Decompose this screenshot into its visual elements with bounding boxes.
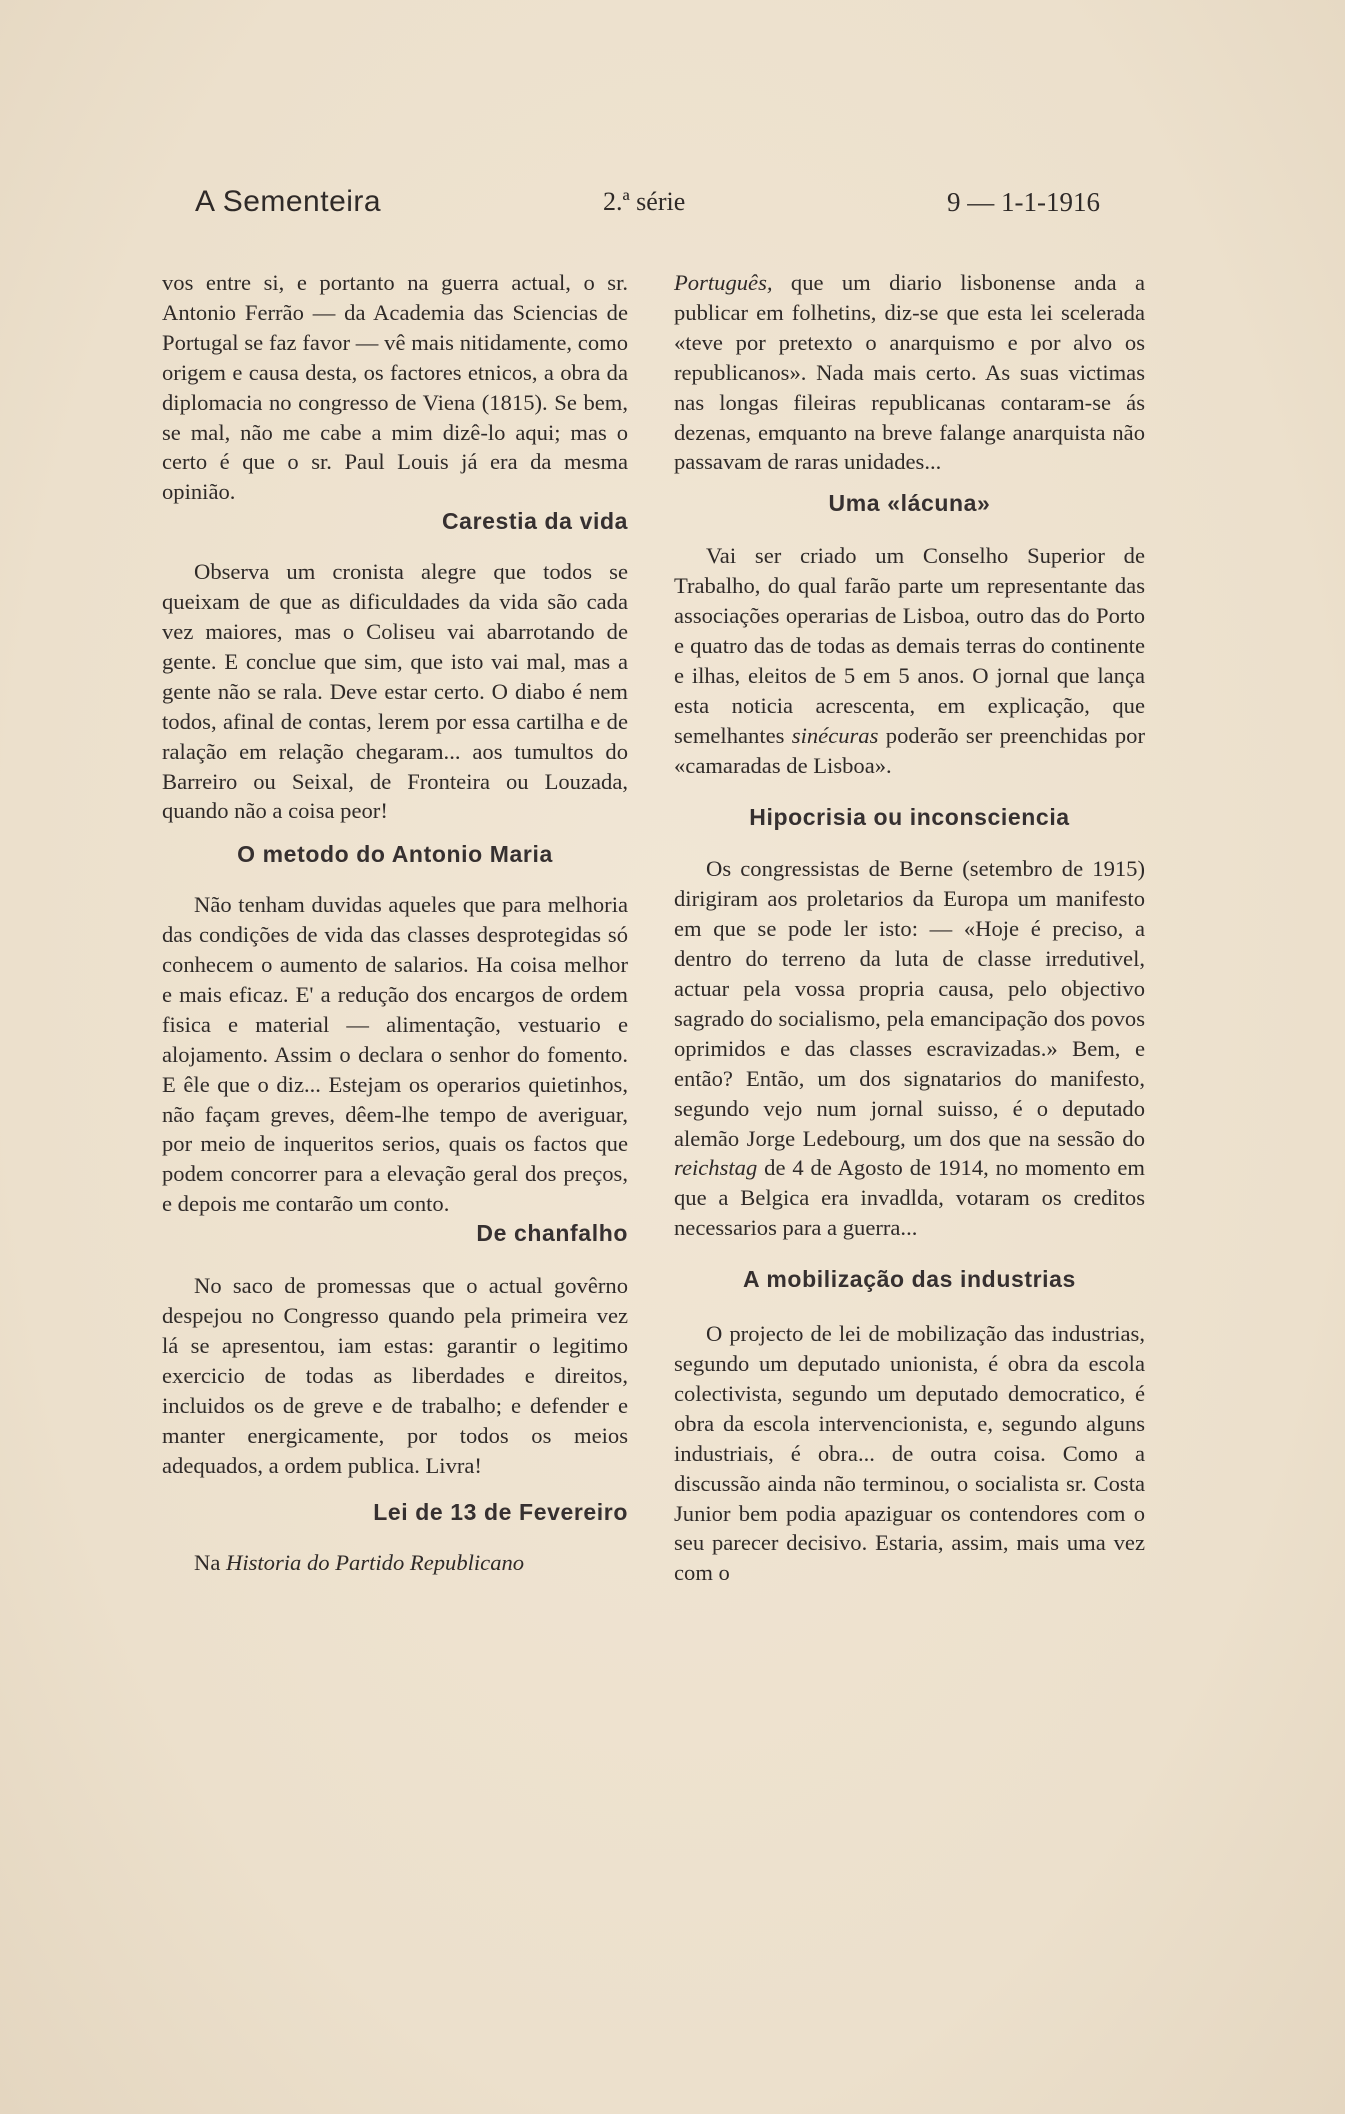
paragraph-continuation [674,268,1145,477]
paragraph-continuation-text: que um diario lisbonense anda a publicar em folhetins, diz-se que esta lei scelerada «teve por pretexto o anarquismo e por alvo os republicanos». Nada mais certo. As suas victimas nas longas fileiras republicanas contaram-se ás dezenas, emquanto na breve falange anarquista não passavam de raras unidades... [674,270,1145,475]
paragraph-lei [162,1548,628,1578]
paragraph-intro: vos entre si, e portanto na guerra actual, o sr. Antonio Ferrão — da Academia das Sciencias de Portugal se faz favor — vê mais nitidamente, como origem e causa desta, os factores etnicos, a obra da diplomacia no congresso de Viena (1815). Se bem, se mal, não me cabe a mim dizê-lo aqui; mas o certo é que o sr. Paul Louis já era da mesma opinião. [162,270,628,505]
heading-uma-lacuna: Uma «lácuna» [828,490,991,517]
heading-metodo-antonio-maria: O metodo do Antonio Maria [237,841,553,868]
paragraph-hipocrisia-post: de 4 de Agosto de 1914, no momento em que a Belgica era invadlda, votaram os creditos necessarios para a guerra... [674,1155,1145,1241]
paragraph-lacuna-post: poderão ser preenchidas por «camaradas de Lisboa». [674,722,1145,778]
right-column [674,268,1145,1588]
paragraph-carestia: Observa um cronista alegre que todos se queixam de que as dificuldades da vida são cada vez maiores, mas o Coliseu vai abarrotando de gente. E conclue que sim, que isto vai mal, mas a gente não se rala. Deve estar certo. O diabo é nem todos, afinal de contas, lerem por essa cartilha e de ralação em relação chegaram... aos tumultos do Barreiro ou Seixal, de Fronteira ou Louzada, quando não a coisa peor! [162,559,628,824]
newspaper-title: A Sementeira [195,185,382,218]
paragraph-chanfalho [162,1271,628,1480]
paragraph-metodo: Não tenham duvidas aqueles que para melhoria das condições de vida das classes desprotegidas só conhecem o aumento de salarios. Ha coisa melhor e mais eficaz. E' a redução dos encargos de ordem fisica e material — alimentação, vestuario e alojamento. Assim o declara o senhor do fomento. E êle que o diz... Estejam os operarios quietinhos, não façam greves, dêem-lhe tempo de averiguar, por meio de inqueritos serios, quais os factos que podem concorrer para a elevação geral dos preços, e depois me contarão um conto. [162,892,628,1217]
paragraph-hipocrisia [674,854,1145,1243]
heading-lei-13-fevereiro: Lei de 13 de Fevereiro [373,1499,628,1526]
paragraph-hipocrisia-pre: Os congressistas de Berne (setembro de 1915) dirigiram aos proletarios da Europa um manifesto em que se pode ler isto: — «Hoje é preciso, a dentro do terreno da luta de classe irredutivel, actuar pela vossa propria causa, pelo objectivo sagrado do socialismo, pela emancipação dos povos oprimidos e das classes escravizadas.» Bem, e então? Então, um dos signatarios do manifesto, segundo vejo num jornal suisso, é o deputado alemão Jorge Ledebourg, um dos que na sessão do [674,856,1145,1151]
page-header [195,185,1100,225]
paragraph-lacuna-italic: sinécuras [791,722,879,748]
heading-carestia-da-vida: Carestia da vida [441,508,628,535]
paragraph-lei-italic: Historia do Partido Republicano [226,1550,525,1576]
paragraph-lacuna-pre: Vai ser criado um Conselho Superior de Trabalho, do qual farão parte um representante das associações operarias de Lisboa, outro das do Porto e quatro das de todas as demais terras do continente e ilhas, eleitos de 5 em 5 anos. O jornal que lança esta noticia acrescenta, em explicação, que semelhantes [674,543,1145,748]
paragraph-mobilizacao: O projecto de lei de mobilização das industrias, segundo um deputado unionista, é obra da escola colectivista, segundo um deputado democratico, é obra da escola intervencionista, e, segundo alguns industriais, é obra... de outra coisa. Como a discussão ainda não terminou, o socialista sr. Costa Junior bem podia apaziguar os contendores com o seu parecer decisivo. Estaria, assim, mais uma vez com o [674,1321,1145,1586]
paragraph-chanfalho-text: No saco de promessas que o actual govêrno despejou no Congresso quando pela primeira vez lá se apresentou, iam estas: garantir o legitimo exercicio de todas as liberdades e direitos, incluidos os de greve e de trabalho; e defender e manter energicamente, por todos os meios adequados, a ordem publica. Livra! [162,1273,628,1478]
series-label: 2.ª série [603,187,686,216]
issue-date: 9 — 1-1-1916 [947,187,1100,217]
paragraph-lacuna [674,541,1145,780]
paragraph-continuation-italic: Português, [674,270,773,295]
heading-hipocrisia: Hipocrisia ou inconsciencia [749,803,1070,830]
paragraph-lei-pre: Na [194,1550,226,1576]
paragraph-hipocrisia-italic: reichstag [674,1155,758,1181]
heading-de-chanfalho: De chanfalho [476,1220,628,1247]
left-column [162,268,628,1578]
heading-mobilizacao-industrias: A mobilização das industrias [743,1266,1076,1293]
